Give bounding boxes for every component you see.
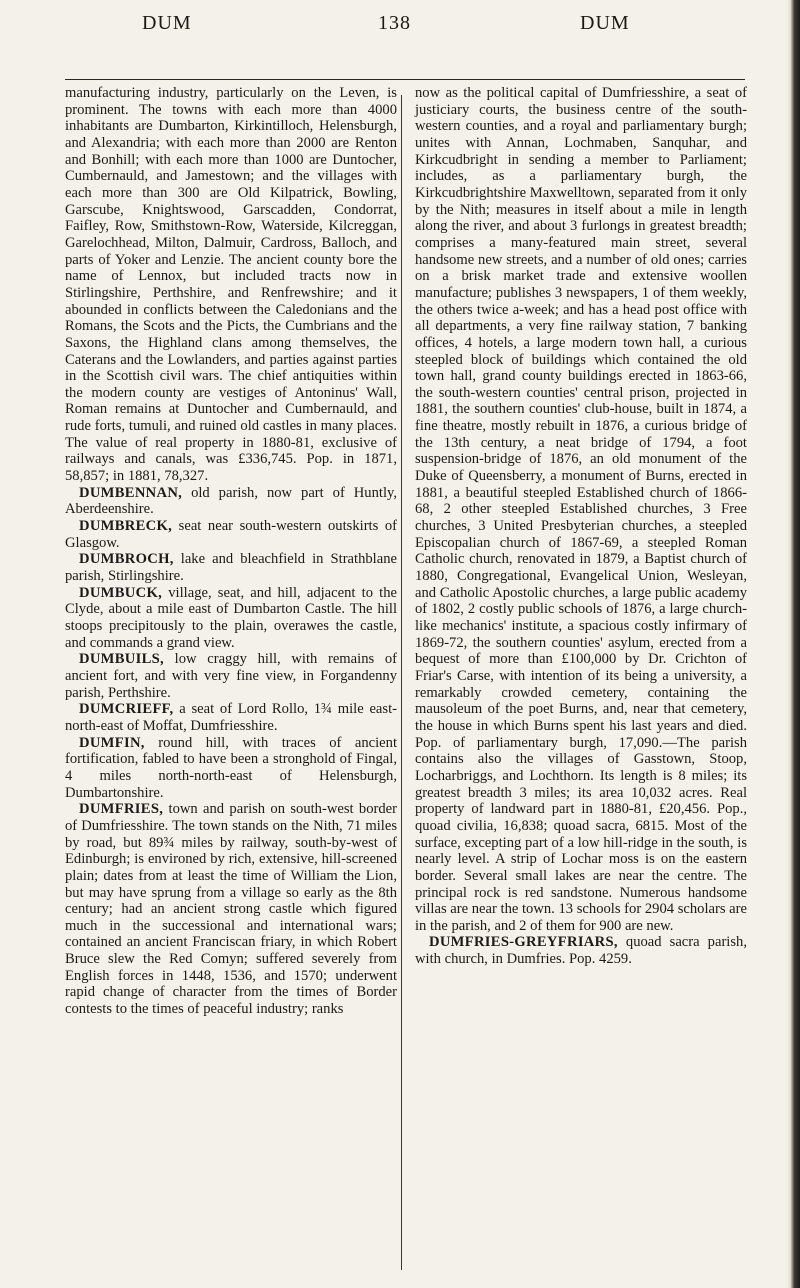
continuation-paragraph: manufacturing industry, particularly on the Leven, is prominent. The towns with each more than 4000 inhabitants are Dumbarton, Kirkintilloch, Helensburgh, and Alexandria; with each more than 2000 are Renton and Bonhill; with each more than 1000 are Duntocher, Cumbernauld, and Jamestown; and the villages with each more than 300 are Old Kilpatrick, Bowling, Garscube, Knightswood, Garscadden, Condorrat, Faifley, Row, Smithstown-Row, Waterside, Kilcreggan, Garelochhead, Milton, Dalmuir, Cardross, Balloch, and parts of Yoker and Lenzie. The ancient county bore the name of Lennox, but included tracts now in Stirlingshire, Perthshire, and Renfrewshire; and it abounded in conflicts between the Caledonians and the Romans, the Scots and the Picts, the Cumbrians and the Saxons, the Highland clans among themselves, the Caterans and the Lowlanders, and parties against parties in the Scottish civil wars. The chief antiquities within the modern county are vestiges of Antoninus' Wall, Roman remains at Duntocher and Cumbernauld, and rude forts, tumuli, and ruined old castles in many places. The value of real property in 1880-81, exclusive of railways and canals, was £336,745. Pop. in 1871, 58,857; in 1881, 78,327.	[65, 85, 397, 485]
entry-headword: DUMBROCH,	[79, 551, 174, 568]
entry-text: lake and bleachfield in Strathblane parish, Stirlingshire.	[65, 551, 397, 585]
dictionary-entry	[65, 518, 397, 551]
dictionary-entry	[65, 651, 397, 701]
entry-text: round hill, with traces of ancient fortification, fabled to have been a stronghold of Fingal, 4 miles north-north-east of Helensburgh, Dumbartonshire.	[65, 734, 397, 801]
continuation-paragraph: now as the political capital of Dumfriesshire, a seat of justiciary courts, the business centre of the south-western counties, and a royal and parliamentary burgh; unites with Annan, Lochmaben, Sanquhar, and Kirkcudbright in sending a member to Parliament; includes, as a parliamentary burgh, the Kirkcudbrightshire Maxwelltown, separated from it only by the Nith; measures in itself about a mile in length along the river, and about 3 furlongs in greatest breadth; comprises a many-featured main street, several handsome new streets, and a number of old ones; carries on a brisk market trade and extensive woollen manufacture; publishes 3 newspapers, 1 of them weekly, the others twice a-week; and has a head post office with all departments, a very fine railway station, 7 banking offices, 4 hotels, a large modern town hall, a curious steepled block of buildings which contained the old town hall, grand county buildings erected in 1863-66, the south-western counties' central prison, projected in 1881, the southern counties' club-house, built in 1874, a fine theatre, mostly rebuilt in 1876, a curious bridge of the 13th century, a neat bridge of 1794, a foot suspension-bridge of 1876, an old monument of the Duke of Queensberry, a monument of Burns, erected in 1881, a beautiful steepled Established church of 1866-68, 2 other steepled Established churches, 3 Free churches, 3 United Presbyterian churches, a steepled Episcopalian church of 1867-69, a steepled Roman Catholic church, renovated in 1879, a Baptist church of 1880, Congregational, Evangelical Union, Wesleyan, and Catholic Apostolic churches, a large public academy of 1802, 2 costly public schools of 1876, a large church-like mechanics' institute, a spacious costly infirmary of 1869-72, the southern counties' asylum, erected from a bequest of more than £100,000 by Dr. Crichton of Friar's Carse, with intention of its being a university, a remarkably crowded cemetery, containing the mausoleum of the poet Burns, and, near that cemetery, the house in which Burns spent his last years and died. Pop. of parliamentary burgh, 17,090.—The parish contains also the villages of Gasstown, Stoop, Locharbriggs, and Lochthorn. Its length is 8 miles; its greatest breadth 3 miles; its area 10,032 acres. Real property of landward part in 1880-81, £20,456. Pop., quoad civilia, 16,838; quoad sacra, 6815. Most of the surface, excepting part of a low hill-ridge in the south, is nearly level. A strip of Lochar moss is on the eastern border. Several small lakes are near the centre. The principal rock is red sandstone. Numerous handsome villas are near the town. 13 schools for 2904 scholars are in the parish, and 2 of them for 900 are new.	[415, 85, 747, 934]
page-number: 138	[378, 12, 411, 34]
dictionary-entry	[415, 934, 747, 967]
entry-text: a seat of Lord Rollo, 1¾ mile east-north-east of Moffat, Dumfriesshire.	[65, 701, 397, 734]
entry-headword: DUMBRECK,	[79, 518, 173, 535]
entry-headword: DUMBUCK,	[79, 584, 163, 601]
dictionary-entry	[65, 801, 397, 1018]
running-header	[60, 8, 740, 52]
entry-text: quoad sacra parish, with church, in Dumfries. Pop. 4259.	[415, 934, 747, 968]
left-column	[65, 85, 397, 1018]
entry-headword: DUMFRIES,	[79, 801, 164, 818]
page-edge-shadow	[786, 0, 800, 1288]
dictionary-entry	[65, 551, 397, 584]
entry-headword: DUMBUILS,	[79, 651, 165, 668]
dictionary-entry	[65, 735, 397, 802]
header-right-word: DUM	[580, 12, 630, 34]
entry-headword: DUMCRIEFF,	[79, 701, 174, 718]
header-rule	[65, 79, 745, 80]
right-column	[415, 85, 747, 968]
entry-text: low craggy hill, with remains of ancient fort, and with very fine view, in Forgandenny parish, Perthshire.	[65, 651, 397, 701]
entry-text: seat near south-western outskirts of Glasgow.	[65, 518, 397, 551]
dictionary-entry	[65, 585, 397, 652]
header-left-word: DUM	[142, 12, 192, 34]
entry-text: village, seat, and hill, adjacent to the Clyde, about a mile east of Dumbarton Castle. The hill stoops precipitously to the plain, overawes the castle, and commands a grand view.	[65, 584, 397, 651]
entry-headword: DUMFIN,	[79, 734, 145, 751]
entry-text: town and parish on south-west border of Dumfriesshire. The town stands on the Nith, 71 miles by road, but 89¾ miles by railway, south-by-west of Edinburgh; is environed by rich, extensive, hill-screened plain; dates from at least the time of William the Lion, but may have sprung from a village so early as the 8th century; had an ancient strong castle which figured much in the successional and international wars; contained an ancient Franciscan friary, in which Robert Bruce slew the Red Comyn; suffered severely from English forces in 1448, 1536, and 1570; underwent rapid change of character from the times of Border contests to the times of peaceful industry; ranks	[65, 801, 397, 1018]
dictionary-entry	[65, 701, 397, 734]
dictionary-entry	[65, 485, 397, 518]
column-divider	[401, 95, 402, 1270]
entry-text: old parish, now part of Huntly, Aberdeenshire.	[65, 484, 397, 518]
entry-headword: DUMFRIES-GREYFRIARS,	[429, 934, 618, 951]
entry-headword: DUMBENNAN,	[79, 484, 183, 501]
